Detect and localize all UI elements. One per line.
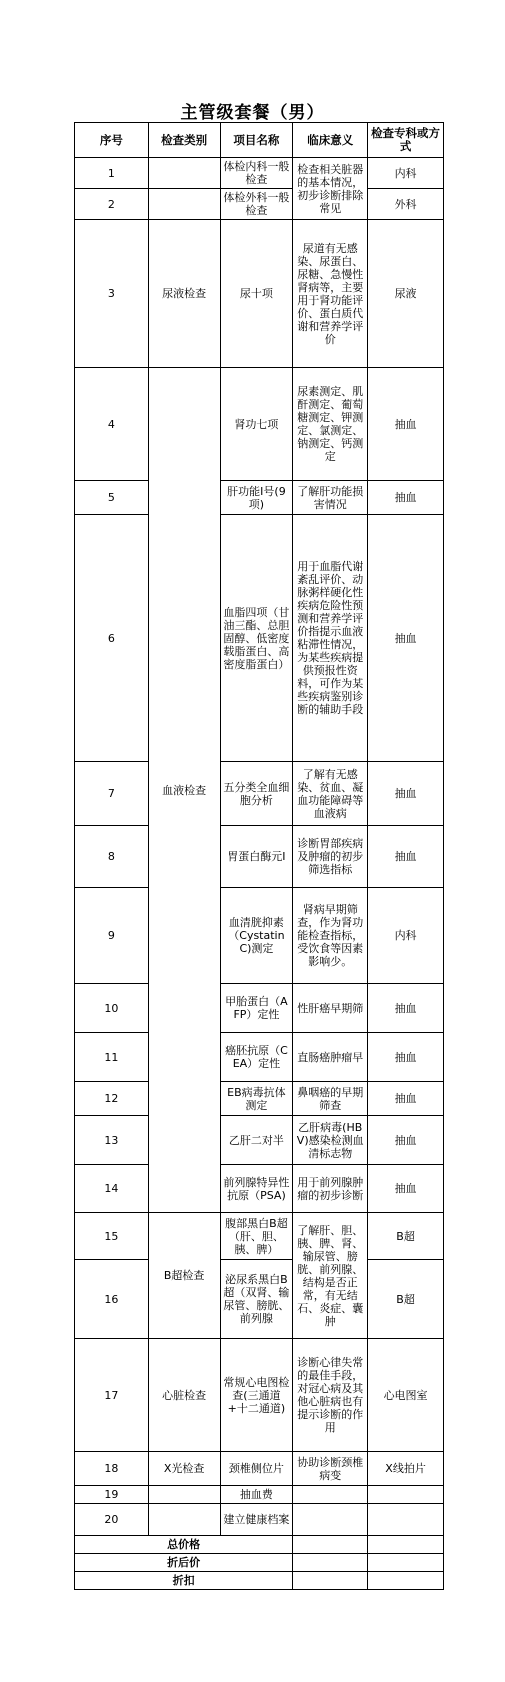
- row-item: 癌胚抗原（CEA）定性: [220, 1033, 293, 1082]
- row-dept: [368, 1504, 444, 1536]
- row-item: 颈椎侧位片: [220, 1452, 293, 1486]
- category-heart: 心脏检查: [148, 1339, 220, 1452]
- row-category: [148, 1486, 220, 1504]
- row-meaning: 性肝癌早期筛: [293, 984, 368, 1033]
- row-no: 12: [75, 1082, 149, 1116]
- row-meaning: 诊断心律失常的最佳手段，对冠心病及其他心脏病也有提示诊断的作用: [293, 1339, 368, 1452]
- table-row: [75, 1486, 444, 1504]
- row-no: 18: [75, 1452, 149, 1486]
- table-row: [75, 1165, 444, 1213]
- row-dept: B超: [368, 1260, 444, 1339]
- discounted-price-label: 折后价: [75, 1554, 293, 1572]
- row-dept: 尿液: [368, 220, 444, 368]
- row-dept: 抽血: [368, 1082, 444, 1116]
- summary-row: [75, 1536, 444, 1554]
- row-meaning: 用于血脂代谢紊乱评价、动脉粥样硬化性疾病危险性预测和营养学评价指提示血液粘滞性情况，为某些疾病提供预报性资料，可作为某些疾病鉴别诊断的辅助手段: [293, 515, 368, 762]
- row-item: 尿十项: [220, 220, 293, 368]
- row-no: 9: [75, 888, 149, 984]
- row-item: 甲胎蛋白（AFP）定性: [220, 984, 293, 1033]
- row-no: 17: [75, 1339, 149, 1452]
- row-meaning: [293, 1504, 368, 1536]
- row-item: 血清胱抑素（Cystatin C)测定: [220, 888, 293, 984]
- row-item: 建立健康档案: [220, 1504, 293, 1536]
- row-dept: 抽血: [368, 1165, 444, 1213]
- row-no: 11: [75, 1033, 149, 1082]
- row-dept: 心电图室: [368, 1339, 444, 1452]
- row-meaning: 尿素测定、肌酐测定、葡萄糖测定、钾测定、氯测定、钠测定、钙测定: [293, 368, 368, 481]
- row-no: 16: [75, 1260, 149, 1339]
- row-dept: 内科: [368, 158, 444, 189]
- row-no: 19: [75, 1486, 149, 1504]
- total-price-value: [293, 1536, 368, 1554]
- summary-row: [75, 1554, 444, 1572]
- page-title: 主管级套餐（男）: [180, 103, 325, 123]
- row-dept: [368, 1486, 444, 1504]
- table-row: [75, 220, 444, 368]
- row-category: [148, 1504, 220, 1536]
- discounted-price-extra: [368, 1554, 444, 1572]
- category-urine: 尿液检查: [148, 220, 220, 368]
- row-item: 体检外科一般检查: [220, 189, 293, 220]
- table-row: [75, 1213, 444, 1260]
- discount-value: [293, 1572, 368, 1590]
- table-row: [75, 984, 444, 1033]
- row-meaning: 了解有无感染、贫血、凝血功能障碍等血液病: [293, 762, 368, 826]
- row-item: 泌尿系黑白B超（双肾、输尿管、膀胱、前列腺: [220, 1260, 293, 1339]
- header-meaning: 临床意义: [293, 123, 368, 158]
- row-no: 15: [75, 1213, 149, 1260]
- package-table: [74, 122, 444, 1590]
- row-meaning: 直肠癌肿瘤早: [293, 1033, 368, 1082]
- row-dept: 抽血: [368, 762, 444, 826]
- row-meaning: 鼻咽癌的早期筛查: [293, 1082, 368, 1116]
- row-no: 3: [75, 220, 149, 368]
- row-meaning: 了解肝、胆、胰、脾、肾、输尿管、膀胱、前列腺、结构是否正常，有无结石、炎症、囊肿: [293, 1213, 368, 1339]
- row-item: 胃蛋白酶元I: [220, 826, 293, 888]
- row-dept: 抽血: [368, 481, 444, 515]
- row-dept: 抽血: [368, 1033, 444, 1082]
- table-row: [75, 1116, 444, 1165]
- row-meaning: 肾病早期筛查，作为肾功能检查指标，受饮食等因素影响少。: [293, 888, 368, 984]
- row-category: [148, 158, 220, 189]
- header-item: 项目名称: [220, 123, 293, 158]
- table-row: [75, 888, 444, 984]
- table-row: [75, 1260, 444, 1339]
- row-no: 8: [75, 826, 149, 888]
- row-meaning: [293, 1486, 368, 1504]
- row-dept: X线拍片: [368, 1452, 444, 1486]
- header-category: 检查类别: [148, 123, 220, 158]
- summary-row: [75, 1572, 444, 1590]
- table-row: [75, 1452, 444, 1486]
- category-blood: 血液检查: [148, 368, 220, 1213]
- row-no: 4: [75, 368, 149, 481]
- table-row: [75, 1082, 444, 1116]
- row-meaning: 用于前列腺肿瘤的初步诊断: [293, 1165, 368, 1213]
- row-meaning: 尿道有无感染、尿蛋白、尿糖、急慢性肾病等，主要用于肾功能评价、蛋白质代谢和营养学评价: [293, 220, 368, 368]
- row-no: 1: [75, 158, 149, 189]
- row-meaning: 检查相关脏器的基本情况，初步诊断排除常见: [293, 158, 368, 220]
- row-dept: 抽血: [368, 368, 444, 481]
- row-category: [148, 189, 220, 220]
- header-dept: 检查专科或方式: [368, 123, 444, 158]
- row-item: 腹部黑白B超（肝、胆、胰、脾）: [220, 1213, 293, 1260]
- row-no: 7: [75, 762, 149, 826]
- row-no: 14: [75, 1165, 149, 1213]
- table-row: [75, 762, 444, 826]
- row-dept: 内科: [368, 888, 444, 984]
- table-row: [75, 158, 444, 189]
- row-dept: 抽血: [368, 826, 444, 888]
- table-row: [75, 826, 444, 888]
- row-item: 体检内科一般检查: [220, 158, 293, 189]
- row-item: 前列腺特异性抗原（PSA): [220, 1165, 293, 1213]
- row-no: 10: [75, 984, 149, 1033]
- row-item: 抽血费: [220, 1486, 293, 1504]
- table-row: [75, 1339, 444, 1452]
- row-item: 常规心电图检查(三通道+十二通道): [220, 1339, 293, 1452]
- category-ultrasound: B超检查: [148, 1213, 220, 1339]
- discount-label: 折扣: [75, 1572, 293, 1590]
- row-no: 13: [75, 1116, 149, 1165]
- row-meaning: 诊断胃部疾病及肿瘤的初步筛选指标: [293, 826, 368, 888]
- row-item: 肾功七项: [220, 368, 293, 481]
- row-dept: 抽血: [368, 1116, 444, 1165]
- table-row: [75, 515, 444, 762]
- row-dept: 抽血: [368, 984, 444, 1033]
- row-item: 血脂四项（甘油三酯、总胆固醇、低密度载脂蛋白、高密度脂蛋白）: [220, 515, 293, 762]
- row-no: 2: [75, 189, 149, 220]
- row-meaning: 乙肝病毒(HBV)感染检测血清标志物: [293, 1116, 368, 1165]
- row-item: EB病毒抗体测定: [220, 1082, 293, 1116]
- row-no: 20: [75, 1504, 149, 1536]
- row-meaning: 协助诊断颈椎病变: [293, 1452, 368, 1486]
- table-row: [75, 189, 444, 220]
- table-row: [75, 1504, 444, 1536]
- table-row: [75, 368, 444, 481]
- header-no: 序号: [75, 123, 149, 158]
- row-dept: 外科: [368, 189, 444, 220]
- total-price-label: 总价格: [75, 1536, 293, 1554]
- row-no: 6: [75, 515, 149, 762]
- discount-extra: [368, 1572, 444, 1590]
- row-meaning: 了解肝功能损害情况: [293, 481, 368, 515]
- row-item: 肝功能I号(9项): [220, 481, 293, 515]
- row-item: 五分类全血细胞分析: [220, 762, 293, 826]
- row-dept: 抽血: [368, 515, 444, 762]
- discounted-price-value: [293, 1554, 368, 1572]
- table-row: [75, 481, 444, 515]
- header-row: [75, 123, 444, 158]
- row-item: 乙肝二对半: [220, 1116, 293, 1165]
- total-price-extra: [368, 1536, 444, 1554]
- row-dept: B超: [368, 1213, 444, 1260]
- category-xray: X光检查: [148, 1452, 220, 1486]
- row-no: 5: [75, 481, 149, 515]
- table-row: [75, 1033, 444, 1082]
